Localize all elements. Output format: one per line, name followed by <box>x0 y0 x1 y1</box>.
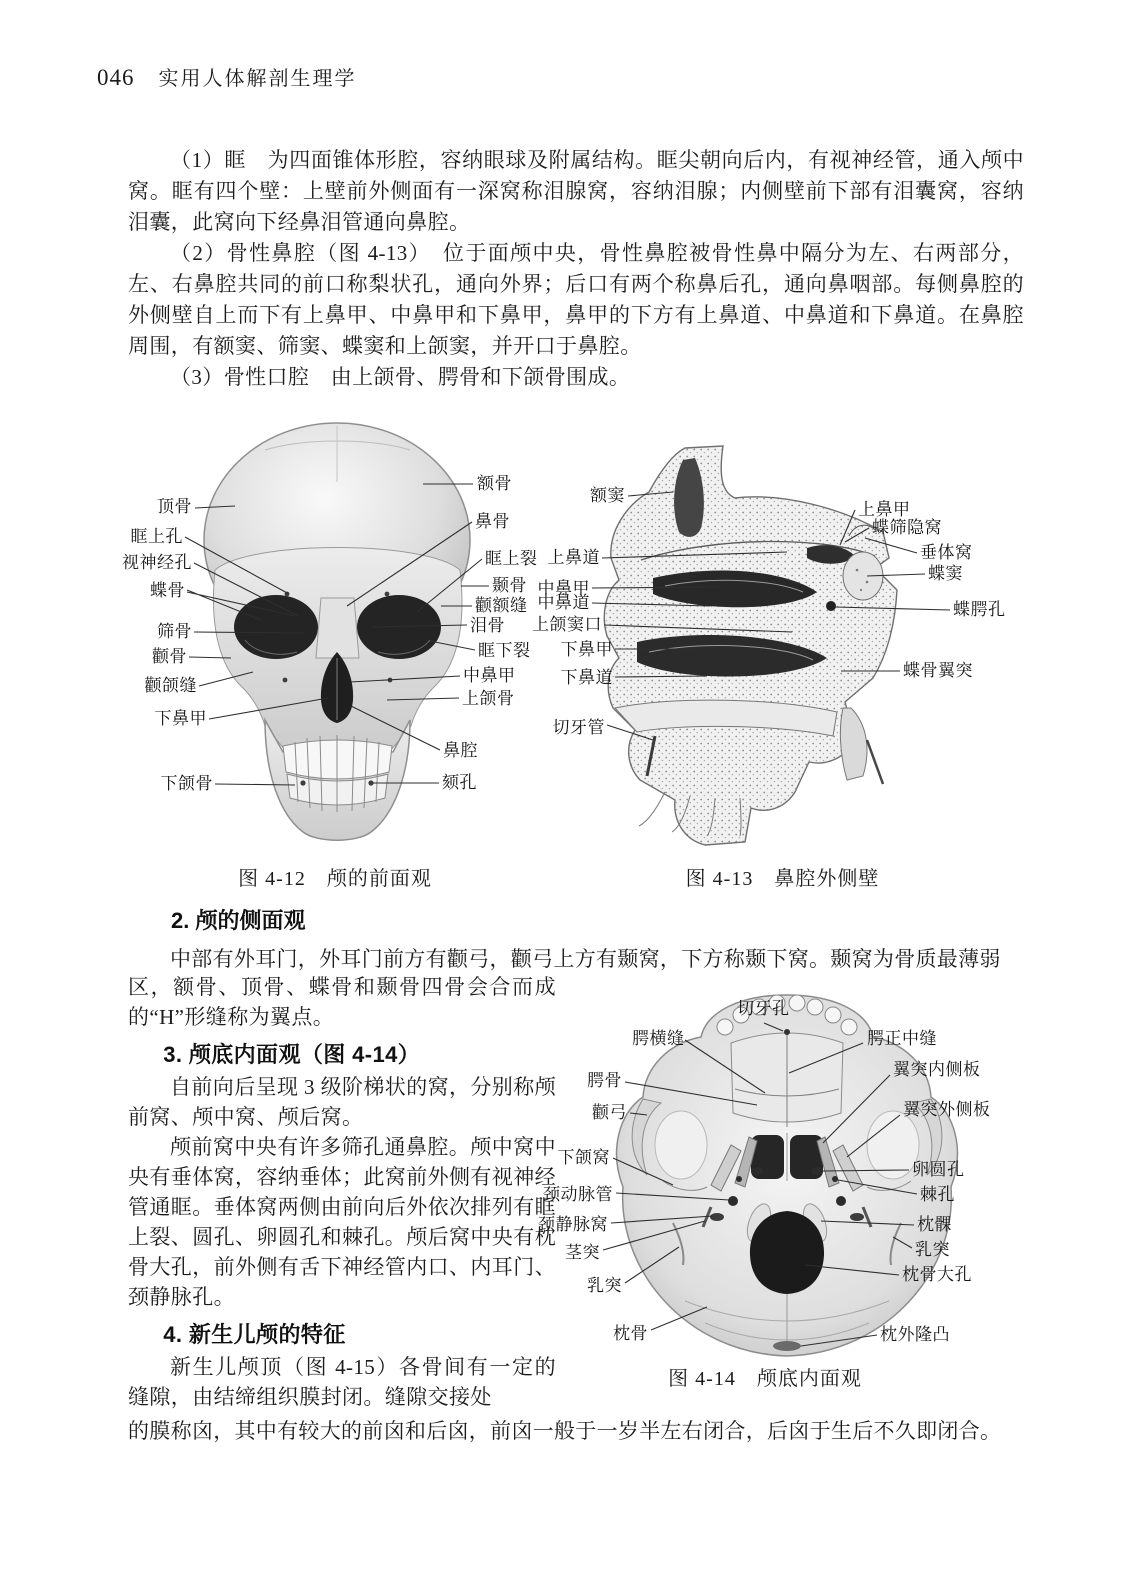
anatomy-label: 枕髁 <box>917 1215 952 1234</box>
anatomy-label: 腭骨 <box>587 1071 622 1090</box>
anatomy-label: 颏孔 <box>442 773 477 792</box>
anatomy-label: 翼突内侧板 <box>893 1060 981 1079</box>
page-header <box>97 62 357 91</box>
anatomy-label: 下鼻甲 <box>154 709 207 728</box>
figure-caption: 图 4-14 颅底内面观 <box>668 1368 862 1390</box>
anatomy-label: 棘孔 <box>920 1185 955 1204</box>
anatomy-label: 颈动脉管 <box>543 1185 613 1204</box>
figure-caption: 图 4-13 鼻腔外侧壁 <box>685 868 880 890</box>
anatomy-label: 腭正中缝 <box>867 1029 937 1048</box>
figure-4-13 <box>532 440 1020 858</box>
anatomy-label: 颈静脉窝 <box>538 1215 608 1234</box>
anatomy-label: 颧弓 <box>592 1103 627 1122</box>
section3-paragraph-2: 颅前窝中央有许多筛孔通鼻腔。颅中窝中央有垂体窝，容纳垂体；此窝前外侧有视神经管通眶。垂体窝两侧由前向后外依次排列有眶上裂、圆孔、卵圆孔和棘孔。颅后窝中央有枕骨大孔，前外侧有舌下神经管内口、内耳门、颈静脉孔。 <box>128 1135 556 1309</box>
anatomy-label: 眶上孔 <box>130 527 183 546</box>
figure-4-14 <box>538 985 1040 1385</box>
anatomy-label: 上颌窦口 <box>532 615 602 634</box>
anatomy-label: 蝶窦 <box>928 564 963 583</box>
left-text-column <box>128 972 556 1412</box>
anatomy-label: 鼻腔 <box>443 741 478 760</box>
paragraph-bony-oral-cavity: （3）骨性口腔 由上颌骨、腭骨和下颌骨围成。 <box>170 365 631 389</box>
anatomy-label: 中鼻甲 <box>537 579 590 598</box>
section-heading-4: 4. 新生儿颅的特征 <box>163 1322 346 1347</box>
anatomy-label: 枕骨大孔 <box>902 1265 972 1284</box>
anatomy-label: 茎突 <box>565 1243 600 1262</box>
anatomy-label: 眶上裂 <box>485 549 538 568</box>
anatomy-label: 下鼻道 <box>560 668 613 687</box>
nasal-wall-art <box>604 446 897 845</box>
anatomy-label: 蝶筛隐窝 <box>872 518 942 537</box>
anatomy-label: 泪骨 <box>470 616 505 635</box>
anatomy-label: 颧颌缝 <box>144 676 197 695</box>
anatomy-label: 枕外隆凸 <box>880 1325 950 1344</box>
anatomy-label: 下颌窝 <box>557 1148 610 1167</box>
section-heading-3: 3. 颅底内面观（图 4-14） <box>163 1042 421 1067</box>
anatomy-label: 颞骨 <box>492 576 527 595</box>
anatomy-label: 筛骨 <box>157 622 192 641</box>
section2-first-line: 中部有外耳门，外耳门前方有颧弓，颧弓上方有颞窝，下方称颞下窝。颞窝为骨质最薄弱 <box>170 947 1001 971</box>
skull-front-art <box>204 423 470 840</box>
anatomy-label: 乳突 <box>915 1240 950 1259</box>
anatomy-label: 中鼻道 <box>537 593 590 612</box>
anatomy-label: 额窦 <box>590 486 625 505</box>
anatomy-label: 视神经孔 <box>122 553 192 572</box>
page-number: 046 <box>97 65 135 90</box>
section4-paragraph: 新生儿颅顶（图 4-15）各骨间有一定的缝隙，由结缔组织膜封闭。缝隙交接处 <box>128 1355 556 1409</box>
book-title: 实用人体解剖生理学 <box>158 68 357 90</box>
anatomy-label: 颧骨 <box>152 647 187 666</box>
anatomy-label: 蝶腭孔 <box>953 600 1006 619</box>
section2-continuation: 区，额骨、顶骨、蝶骨和颞骨四骨会合而成的“H”形缝称为翼点。 <box>128 975 556 1029</box>
section-heading-2: 2. 颅的侧面观 <box>171 908 306 933</box>
paragraph-bony-nasal-cavity: （2）骨性鼻腔（图 4-13） 位于面颅中央，骨性鼻腔被骨性鼻中隔分为左、右两部分，左、右鼻腔共同的前口称梨状孔，通向外界；后口有两个称鼻后孔，通向鼻咽部。每侧鼻腔的外侧壁自上而下有上鼻甲、中鼻甲和下鼻甲，鼻甲的下方有上鼻道、中鼻道和下鼻道。在鼻腔周围，有额窦、筛窦、蝶窦和上颌窦，并开口于鼻腔。 <box>128 241 1024 358</box>
anatomy-label: 上颌骨 <box>462 689 515 708</box>
paragraph-orbit: （1）眶 为四面锥体形腔，容纳眼球及附属结构。眶尖朝向后内，有视神经管，通入颅中窝。眶有四个壁：上壁前外侧面有一深窝称泪腺窝，容纳泪腺；内侧壁前下部有泪囊窝，容纳泪囊，此窝向下经鼻泪管通向鼻腔。 <box>128 148 1024 234</box>
figure-caption: 图 4-12 颅的前面观 <box>238 868 432 890</box>
anatomy-label: 切牙孔 <box>737 999 790 1018</box>
anatomy-label: 腭横缝 <box>632 1029 685 1048</box>
anatomy-label: 蝶骨翼突 <box>903 661 973 680</box>
anatomy-label: 乳突 <box>587 1276 622 1295</box>
closing-line: 的膜称囟，其中有较大的前囟和后囟，前囟一般于一岁半左右闭合，后囟于生后不久即闭合。 <box>128 1419 1002 1443</box>
anatomy-label: 眶下裂 <box>478 641 531 660</box>
anatomy-label: 蝶骨 <box>150 581 185 600</box>
anatomy-label: 上鼻道 <box>547 548 600 567</box>
anatomy-label: 下颌骨 <box>160 774 213 793</box>
anatomy-label: 下鼻甲 <box>560 640 613 659</box>
figure-4-12 <box>122 420 538 860</box>
anatomy-label: 顶骨 <box>157 497 192 516</box>
anatomy-label: 枕骨 <box>613 1324 648 1343</box>
section3-paragraph-1: 自前向后呈现 3 级阶梯状的窝，分别称颅前窝、颅中窝、颅后窝。 <box>128 1075 556 1129</box>
anatomy-label: 切牙管 <box>552 718 605 737</box>
anatomy-label: 中鼻甲 <box>463 666 516 685</box>
anatomy-label: 上鼻甲 <box>858 500 911 519</box>
anatomy-label: 翼突外侧板 <box>903 1100 991 1119</box>
anatomy-label: 额骨 <box>477 474 512 493</box>
anatomy-label: 卵圆孔 <box>912 1160 965 1179</box>
anatomy-label: 垂体窝 <box>920 543 973 562</box>
intro-paragraphs <box>128 145 1024 393</box>
anatomy-label: 颧额缝 <box>475 596 528 615</box>
anatomy-label: 鼻骨 <box>475 512 510 531</box>
